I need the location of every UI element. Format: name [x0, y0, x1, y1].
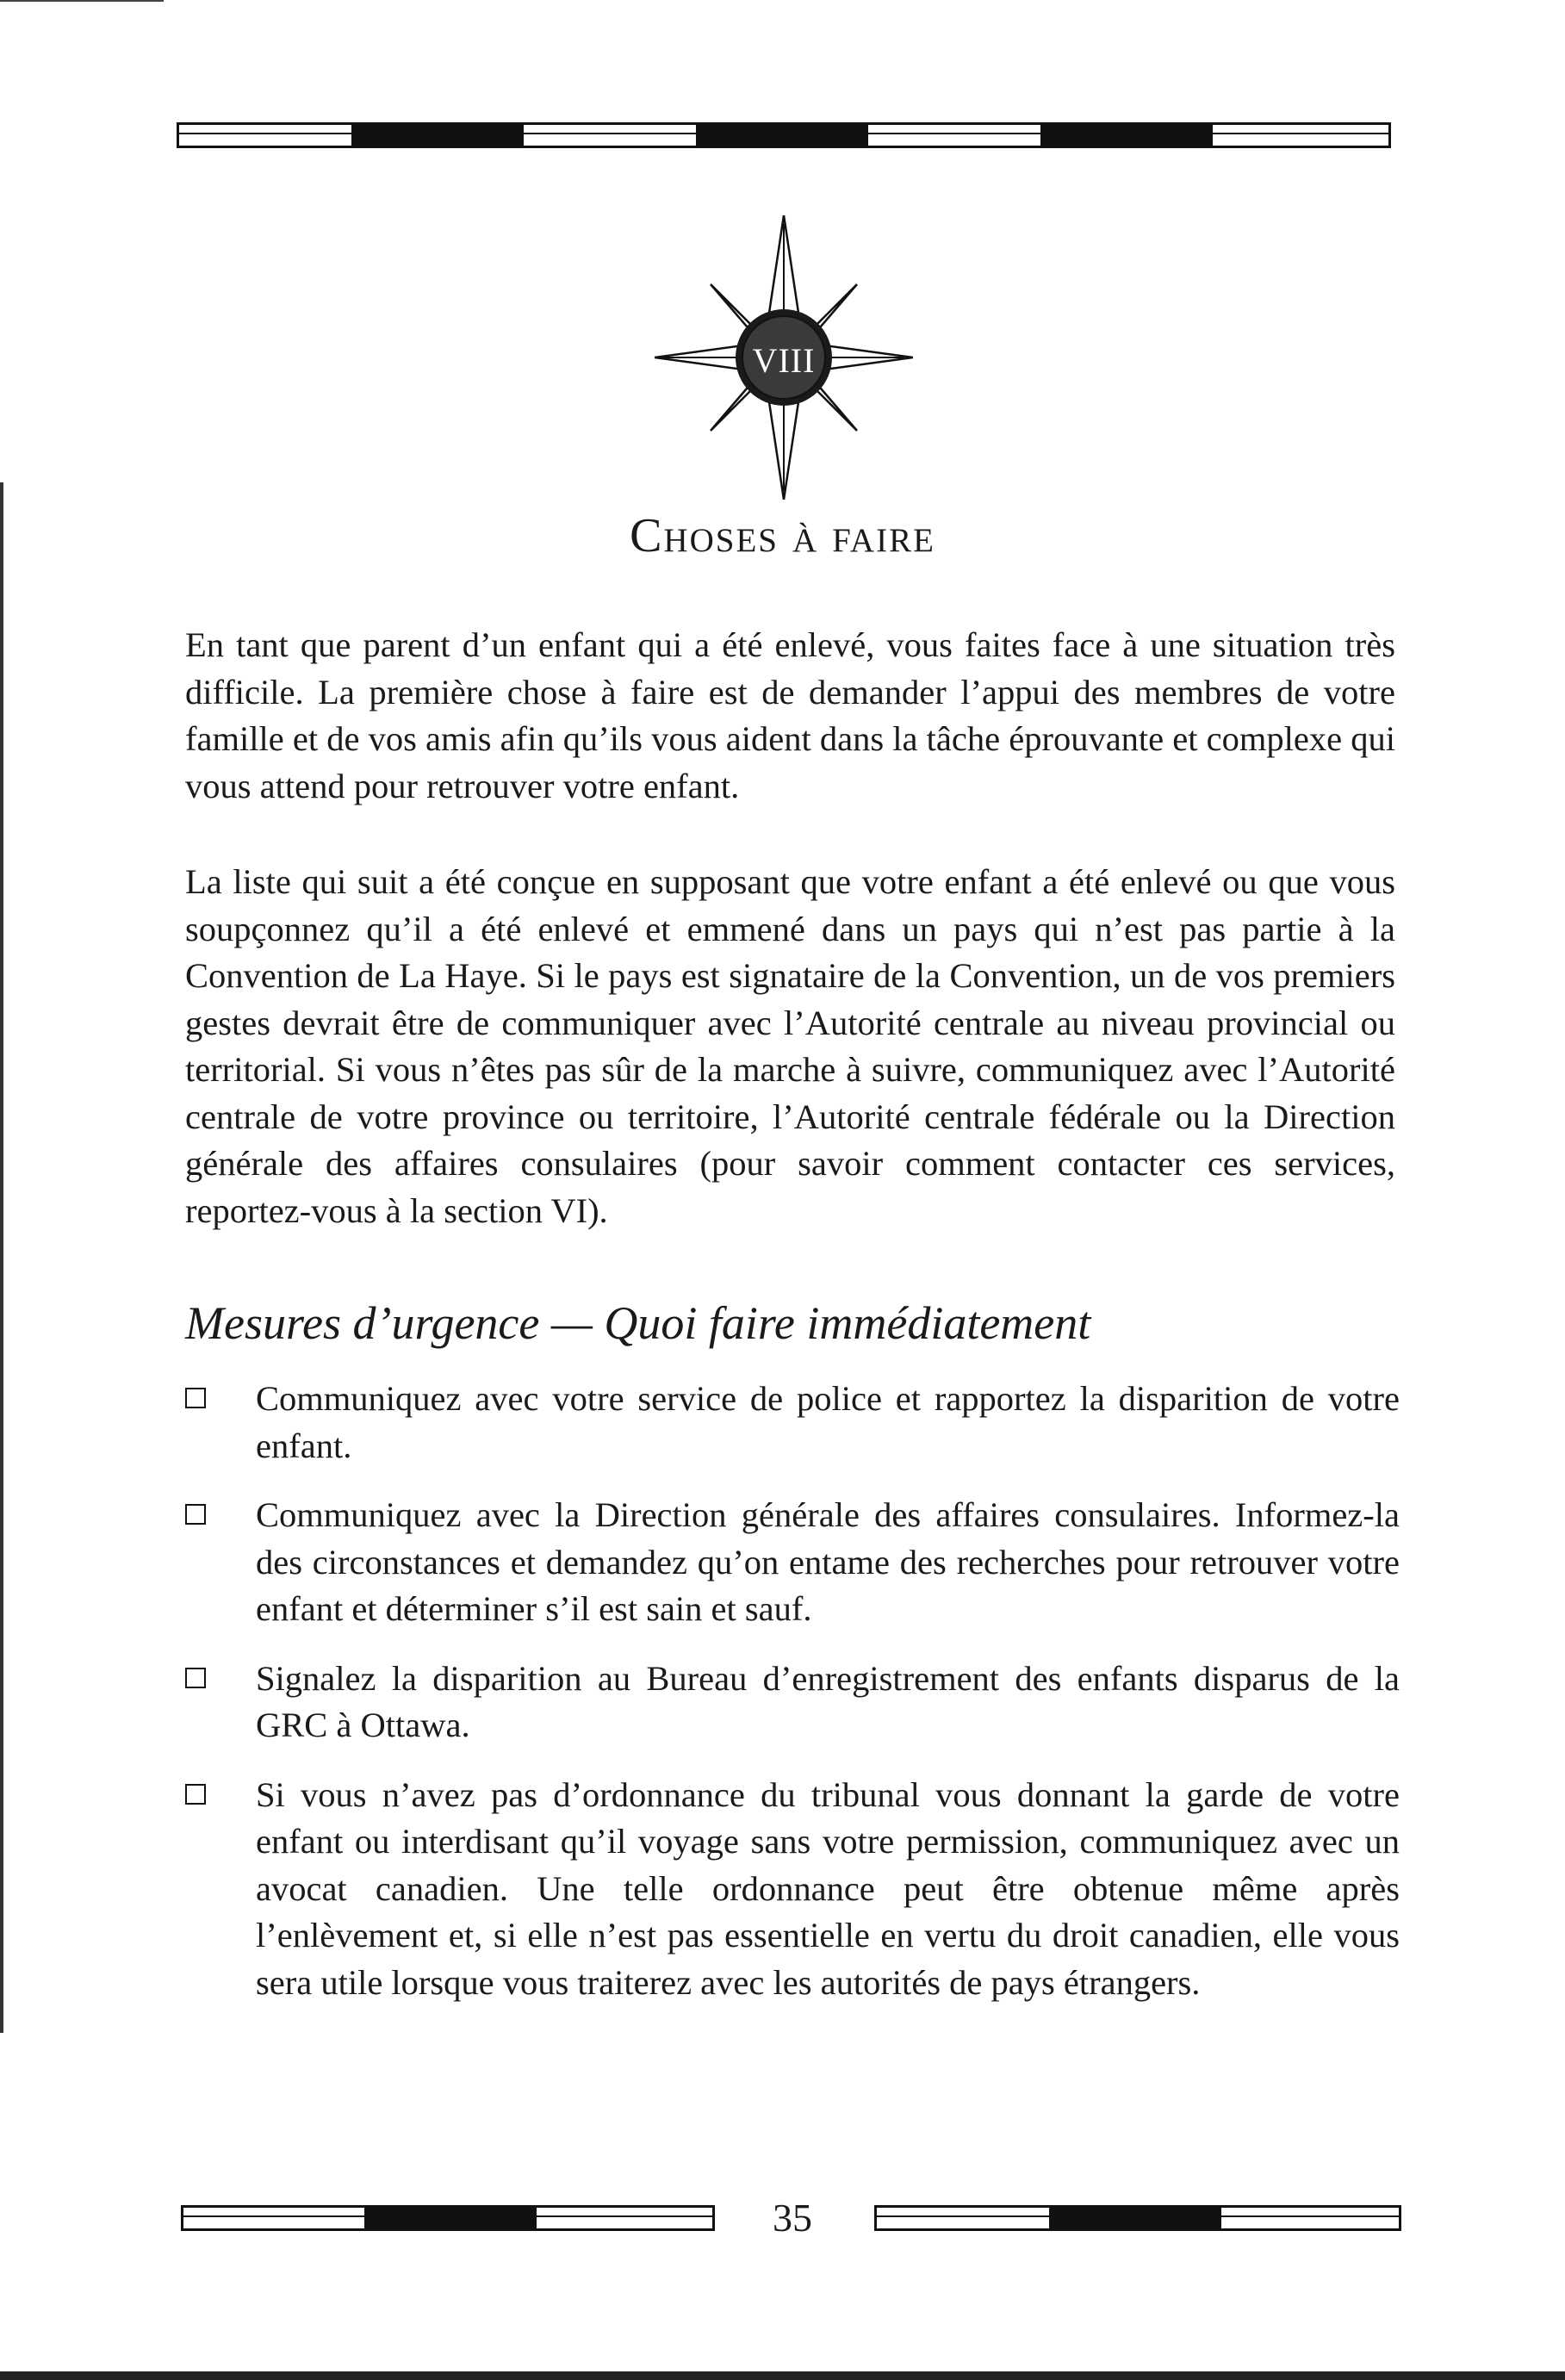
checklist-item [185, 1772, 1400, 2007]
checkbox-icon [185, 1784, 206, 1805]
checklist-item [185, 1492, 1400, 1633]
chapter-numeral: VIII [752, 341, 816, 380]
checkbox-icon [185, 1504, 206, 1525]
intro-paragraph-2: La liste qui suit a été conçue en supposant que votre enfant a été enlevé ou que vous soupçonnez qu’il a été enlevé et emmené dans un pays qui n’est pas partie à la Convention de La Haye. Si le pays est signataire de la Convention, un de vos premiers gestes devrait être de communiquer avec l’Autorité centrale au niveau provincial ou territorial. Si vous n’êtes pas sûr de la marche à suivre, communiquez avec l’Autorité centrale de votre province ou territoire, l’Autorité centrale fédérale ou la Direction générale des affaires consulaires (pour savoir comment contacter ces services, reportez-vous à la section VI). [185, 862, 1395, 1230]
chapter-title: Choses à faire [630, 509, 935, 562]
section-heading: Mesures d’urgence — Quoi faire immédiatement [185, 1297, 1091, 1349]
emergency-checklist [185, 1376, 1400, 2029]
checklist-item-text: Signalez la disparition au Bureau d’enregistrement des enfants disparus de la GRC à Ottawa. [256, 1658, 1400, 1744]
scan-edge-bottom [0, 2371, 1565, 2380]
bottom-decorative-rule-left [181, 2205, 715, 2231]
checklist-item [185, 1376, 1400, 1470]
compass-star-icon [655, 215, 913, 500]
intro-paragraph-1: En tant que parent d’un enfant qui a été enlevé, vous faites face à une situation très difficile. La première chose à faire est de demander l’appui des membres de votre famille et de vos amis afin qu’ils vous aident dans la tâche éprouvante et complexe qui vous attend pour retrouver votre enfant. [185, 625, 1395, 805]
scan-edge-left [0, 482, 3, 2033]
checklist-item [185, 1656, 1400, 1749]
checklist-item-text: Communiquez avec la Direction générale des affaires consulaires. Informez-la des circonstances et demandez qu’on entame des recherches pour retrouver votre enfant et déterminer s’il est sain et sauf. [256, 1495, 1400, 1628]
page-number: 35 [773, 2196, 812, 2240]
top-decorative-rule [177, 122, 1391, 148]
checkbox-icon [185, 1388, 206, 1408]
checklist-item-text: Si vous n’avez pas d’ordonnance du tribunal vous donnant la garde de votre enfant ou interdisant qu’il voyage sans votre permission, communiquez avec un avocat canadien. Une telle ordonnance peut être obtenue même après l’enlèvement et, si elle n’est pas essentielle en vertu du droit canadien, elle vous sera utile lorsque vous traiterez avec les autorités de pays étrangers. [256, 1774, 1400, 2002]
scan-edge-line [0, 0, 164, 2]
bottom-decorative-rule-right [874, 2205, 1401, 2231]
checklist-item-text: Communiquez avec votre service de police et rapportez la disparition de votre enfant. [256, 1379, 1400, 1465]
checkbox-icon [185, 1668, 206, 1688]
